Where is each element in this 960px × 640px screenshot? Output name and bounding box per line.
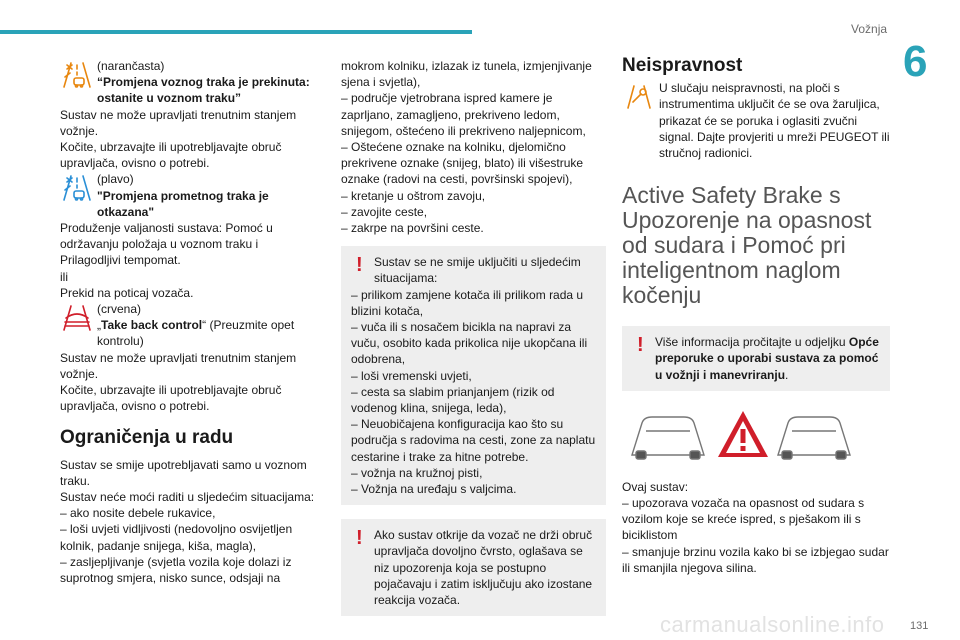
limits-continued-text: mokrom kolniku, izlazak iz tunela, izmjenjivanje sjena i svjetla), <box>341 59 592 90</box>
note-text: Sustav se ne smije uključiti u sljedećim situacijama: <box>374 255 581 286</box>
system-text: – smanjuje brzinu vozila kako bi se izbjegao sudar ili smanjila njegova silina. <box>622 544 889 575</box>
note-text: – vuča ili s nosačem bicikla na napravi za vuču, osobito kada prikolica nije ukopčana ili odobrena, <box>351 320 588 367</box>
note-text: – Neuobičajena konfiguracija kao što su područja s radovima na cesti, zone za naplatu cestarine i trake za hitne potrebe. <box>351 417 596 464</box>
limits-text: – loši uvjeti vidljivosti (nedovoljno osvijetljen kolnik, padanje snijega, kiša, magla), <box>60 522 293 553</box>
limits-continued-text: – zakrpe na površini ceste. <box>341 221 484 236</box>
info-note <box>622 326 890 391</box>
alert-text: ili <box>60 269 68 284</box>
limits-heading: Ograničenja u radu <box>60 427 234 449</box>
column-middle <box>341 58 606 626</box>
limits-continued-text: – Oštećene oznake na kolniku, djelomično prekrivene oznake (snijeg, blato) ili višestruke oznake (radovi na cesti, površinski spojevi), <box>341 140 584 187</box>
alert-text: Kočite, ubrzavajte ili upotrebljavajte obruč upravljača, ovisno o potrebi. <box>60 140 282 171</box>
alert-orange <box>60 58 322 171</box>
lane-change-interrupted-icon <box>60 58 94 90</box>
alert-title: "Promjena prometnog traka je otkazana" <box>97 188 269 219</box>
limits-text: Sustav se smije upotrebljavati samo u voznom traku. <box>60 457 307 488</box>
asb-title: Active Safety Brake s Upozorenje na opasnost od sudara i Pomoć pri inteligentnom naglom kočenju <box>622 182 872 309</box>
alert-text: Produženje valjanosti sustava: Pomoć u održavanju položaja u voznom traku i Prilagodljivi tempomat. <box>60 221 273 268</box>
warning-exclamation-icon: ! <box>637 334 644 357</box>
header-accent-bar <box>0 30 472 34</box>
alert-text: Prekid na poticaj vozača. <box>60 285 194 300</box>
warning-note-hands-off <box>341 519 606 616</box>
system-text: Ovaj sustav: <box>622 479 689 494</box>
note-text: – vožnja na kružnoj pisti, <box>351 465 483 480</box>
service-wrench-icon <box>622 80 656 112</box>
alert-red <box>60 301 322 414</box>
page-number: 131 <box>910 620 929 632</box>
column-left <box>60 58 322 586</box>
note-text: – prilikom zamjene kotača ili prilikom rada u blizini kotača, <box>351 287 584 318</box>
take-back-control-icon <box>60 301 94 333</box>
alert-title: „Take back control“ (Preuzmite opet kontrolu) <box>97 318 295 349</box>
limits-continued-text: – područje vjetrobrana ispred kamere je zaprljano, zamagljeno, prekriveno ledom, snijegom, oštećeno ili prekriveno naljepnicom, <box>341 91 586 138</box>
warning-exclamation-icon: ! <box>356 527 363 550</box>
alert-blue <box>60 171 322 301</box>
warning-exclamation-icon: ! <box>356 254 363 277</box>
alert-title: “Promjena voznog traka je prekinuta: ostanite u voznom traku” <box>97 75 310 106</box>
note-text: – loši vremenski uvjeti, <box>351 368 472 383</box>
column-right <box>622 55 890 576</box>
alert-color-label: (plavo) <box>97 172 134 187</box>
limits-text: Sustav neće moći raditi u sljedećim situacijama: <box>60 490 315 505</box>
alert-text: Sustav ne može upravljati trenutnim stanjem vožnje. <box>60 350 297 381</box>
chapter-number: 6 <box>903 37 928 86</box>
limits-continued-text: – kretanje u oštrom zavoju, <box>341 188 486 203</box>
warning-note-no-activation <box>341 246 606 505</box>
limits-continued-text: – zavojite ceste, <box>341 204 428 219</box>
alert-color-label: (narančasta) <box>97 59 165 73</box>
fault-text: U slučaju neispravnosti, na ploči s instrumentima uključit će se ova žaruljica, prikazat će se poruka i oglasiti zvučni signal. Dajte provjeriti u mreži PEUGEOT ili stručnoj radionici. <box>659 81 890 161</box>
note-text: Ako sustav otkrije da vozač ne drži obruč upravljača dovoljno čvrsto, oglašava se niz upozorenja koja se postupno pojačavaju i zatim isključuju ako izostane reakcija vozača. <box>374 528 593 608</box>
fault-heading: Neispravnost <box>622 55 743 76</box>
alert-color-label: (crvena) <box>97 302 142 317</box>
watermark: carmanualsonline.info <box>660 612 885 637</box>
lane-change-cancelled-icon <box>60 171 94 203</box>
alert-text: Sustav ne može upravljati trenutnim stanjem vožnje. <box>60 107 297 138</box>
limits-text: – zasljepljivanje (svjetla vozila koje dolazi iz suprotnog smjera, nisko sunce, odsjaji na <box>60 554 292 586</box>
system-text: – upozorava vozača na opasnost od sudara s vozilom koje se kreće ispred, s pješakom ili s biciklistom <box>622 496 865 543</box>
note-text: – cesta sa slabim prianjanjem (rizik od vodenog klina, snijega, leda), <box>351 384 555 416</box>
collision-warning-illustration <box>628 405 890 465</box>
note-text: – Vožnja na uređaju s valjcima. <box>351 482 517 497</box>
limits-text: – ako nosite debele rukavice, <box>60 506 216 521</box>
note-text: Više informacija pročitajte u odjeljku Opće preporuke o uporabi sustava za pomoć u vožnji i manevriranju. <box>655 335 879 382</box>
alert-text: Kočite, ubrzavajte ili upotrebljavajte obruč upravljača, ovisno o potrebi. <box>60 383 282 414</box>
section-title: Vožnja <box>851 22 888 36</box>
